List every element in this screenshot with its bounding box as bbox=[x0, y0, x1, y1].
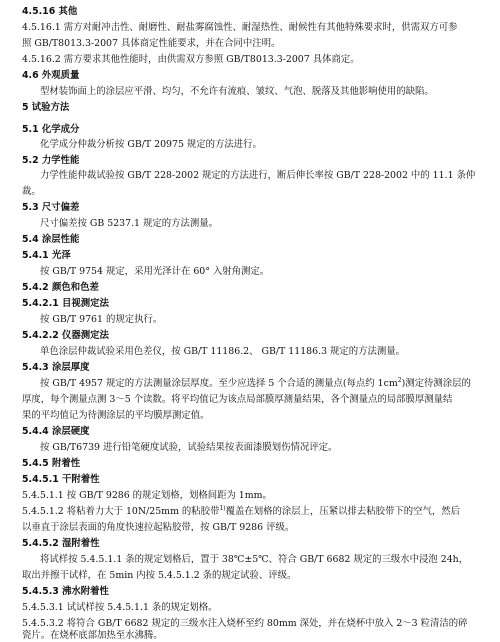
paragraph-line: 果的平均值记为待测涂层的平均膜厚测定值。 bbox=[22, 410, 210, 421]
paragraph-line: 4.5.16.1 需方对耐冲击性、耐磨性、耐盐雾腐蚀性、耐湿热性、耐候性有其他特殊要求时，供需双方可参 bbox=[22, 22, 458, 33]
paragraph-line: 按 GB/T 9754 规定，采用光泽计在 60° 入射角测定。 bbox=[40, 266, 270, 277]
text-run: )测定待测涂层的 bbox=[401, 378, 471, 389]
heading-section-5: 5 试验方法 bbox=[22, 102, 70, 113]
paragraph-line: 4.5.16.2 需方要求其他性能时，由供需双方参照 GB/T8013.3-2007 具体商定。 bbox=[22, 54, 360, 65]
text-run: 5.4.5.1.2 将粘着力大于 10N/25mm 的粘胶带 bbox=[22, 506, 220, 517]
paragraph-line: 以垂直于涂层表面的角度快速拉起粘胶带，按 GB/T 9286 评级。 bbox=[22, 522, 295, 533]
heading-5-4-3: 5.4.3 涂层厚度 bbox=[22, 362, 90, 373]
heading-5-1: 5.1 化学成分 bbox=[22, 124, 80, 135]
paragraph-line: 照 GB/T8013.3-2007 具体商定性能要求，并在合同中注明。 bbox=[22, 38, 281, 49]
paragraph-line: 单色涂层仲裁试验采用色差仪，按 GB/T 11186.2、 GB/T 11186.3 规定的方法测量。 bbox=[40, 346, 406, 357]
paragraph-line: 取出并擦干试样，在 5min 内按 5.4.5.1.2 条的规定试验、评级。 bbox=[22, 570, 297, 581]
heading-5-4: 5.4 涂层性能 bbox=[22, 234, 80, 245]
heading-4-6: 4.6 外观质量 bbox=[22, 70, 80, 81]
text-run: 覆盖在划格的涂层上，压紧以排去粘胶带下的空气，然后 bbox=[225, 506, 460, 517]
paragraph-line bbox=[40, 378, 471, 390]
heading-4-5-16: 4.5.16 其他 bbox=[22, 6, 78, 17]
paragraph-line: 化学成分仲裁分析按 GB/T 20975 规定的方法进行。 bbox=[40, 139, 262, 150]
paragraph-line: 按 GB/T 9761 的规定执行。 bbox=[40, 314, 163, 325]
paragraph-line: 厚度，每个测量点测 3～5 个读数。将平均值记为该点局部膜厚测量结果，各个测量点的局部膜厚测量结 bbox=[22, 394, 453, 405]
heading-5-4-2: 5.4.2 颜色和色差 bbox=[22, 282, 99, 293]
heading-5-4-5: 5.4.5 附着性 bbox=[22, 458, 81, 469]
paragraph-line: 将试样按 5.4.5.1.1 条的规定划格后，置于 38℃±5℃、符合 GB/T 6682 规定的三级水中浸泡 24h， bbox=[40, 554, 469, 565]
heading-5-4-2-2: 5.4.2.2 仪器测定法 bbox=[22, 330, 109, 341]
heading-5-3: 5.3 尺寸偏差 bbox=[22, 202, 80, 213]
heading-5-4-5-1: 5.4.5.1 干附着性 bbox=[22, 474, 100, 485]
superscript: 2 bbox=[397, 376, 402, 384]
paragraph-line: 5.4.5.3.1 试试样按 5.4.5.1.1 条的规定划格。 bbox=[22, 602, 218, 613]
paragraph-line: 力学性能仲裁试验按 GB/T 228-2002 规定的方法进行，断后伸长率按 GB/T 228-2002 中的 11.1 条仲 bbox=[40, 170, 476, 181]
heading-5-4-2-1: 5.4.2.1 目视测定法 bbox=[22, 298, 109, 309]
paragraph-line: 尺寸偏差按 GB 5237.1 规定的方法测量。 bbox=[40, 218, 218, 229]
paragraph-line bbox=[22, 506, 460, 518]
paragraph-line: 按 GB/T6739 进行铅笔硬度试验，试验结果按表面漆膜划伤情况评定。 bbox=[40, 442, 338, 453]
paragraph-line: 5.4.5.1.1 按 GB/T 9286 的规定划格，划格间距为 1mm。 bbox=[22, 490, 272, 501]
paragraph-line: 型材装饰面上的涂层应平滑、均匀，不允许有流痕、皱纹、气泡、脱落及其他影响使用的缺陷。 bbox=[40, 86, 434, 97]
heading-5-4-5-3: 5.4.5.3 沸水附着性 bbox=[22, 586, 109, 597]
heading-5-4-5-2: 5.4.5.2 湿附着性 bbox=[22, 538, 100, 549]
text-run: 按 GB/T 4957 规定的方法测量涂层厚度。至少应选择 5 个合适的测量点(每点约 1cm bbox=[40, 378, 398, 389]
paragraph-line: 5.4.5.3.2 将符合 GB/T 6682 规定的三级水注入烧杯至约 80mm 深处，并在烧杯中放入 2～3 粒清洁的碎 bbox=[22, 618, 468, 629]
heading-5-4-4: 5.4.4 涂层硬度 bbox=[22, 426, 90, 437]
paragraph-line: 瓷片。在烧杯底部加热至水沸腾。 bbox=[22, 630, 163, 641]
paragraph-line: 裁。 bbox=[22, 186, 41, 197]
superscript: 1) bbox=[219, 504, 226, 512]
heading-5-4-1: 5.4.1 光泽 bbox=[22, 250, 71, 261]
heading-5-2: 5.2 力学性能 bbox=[22, 155, 80, 166]
